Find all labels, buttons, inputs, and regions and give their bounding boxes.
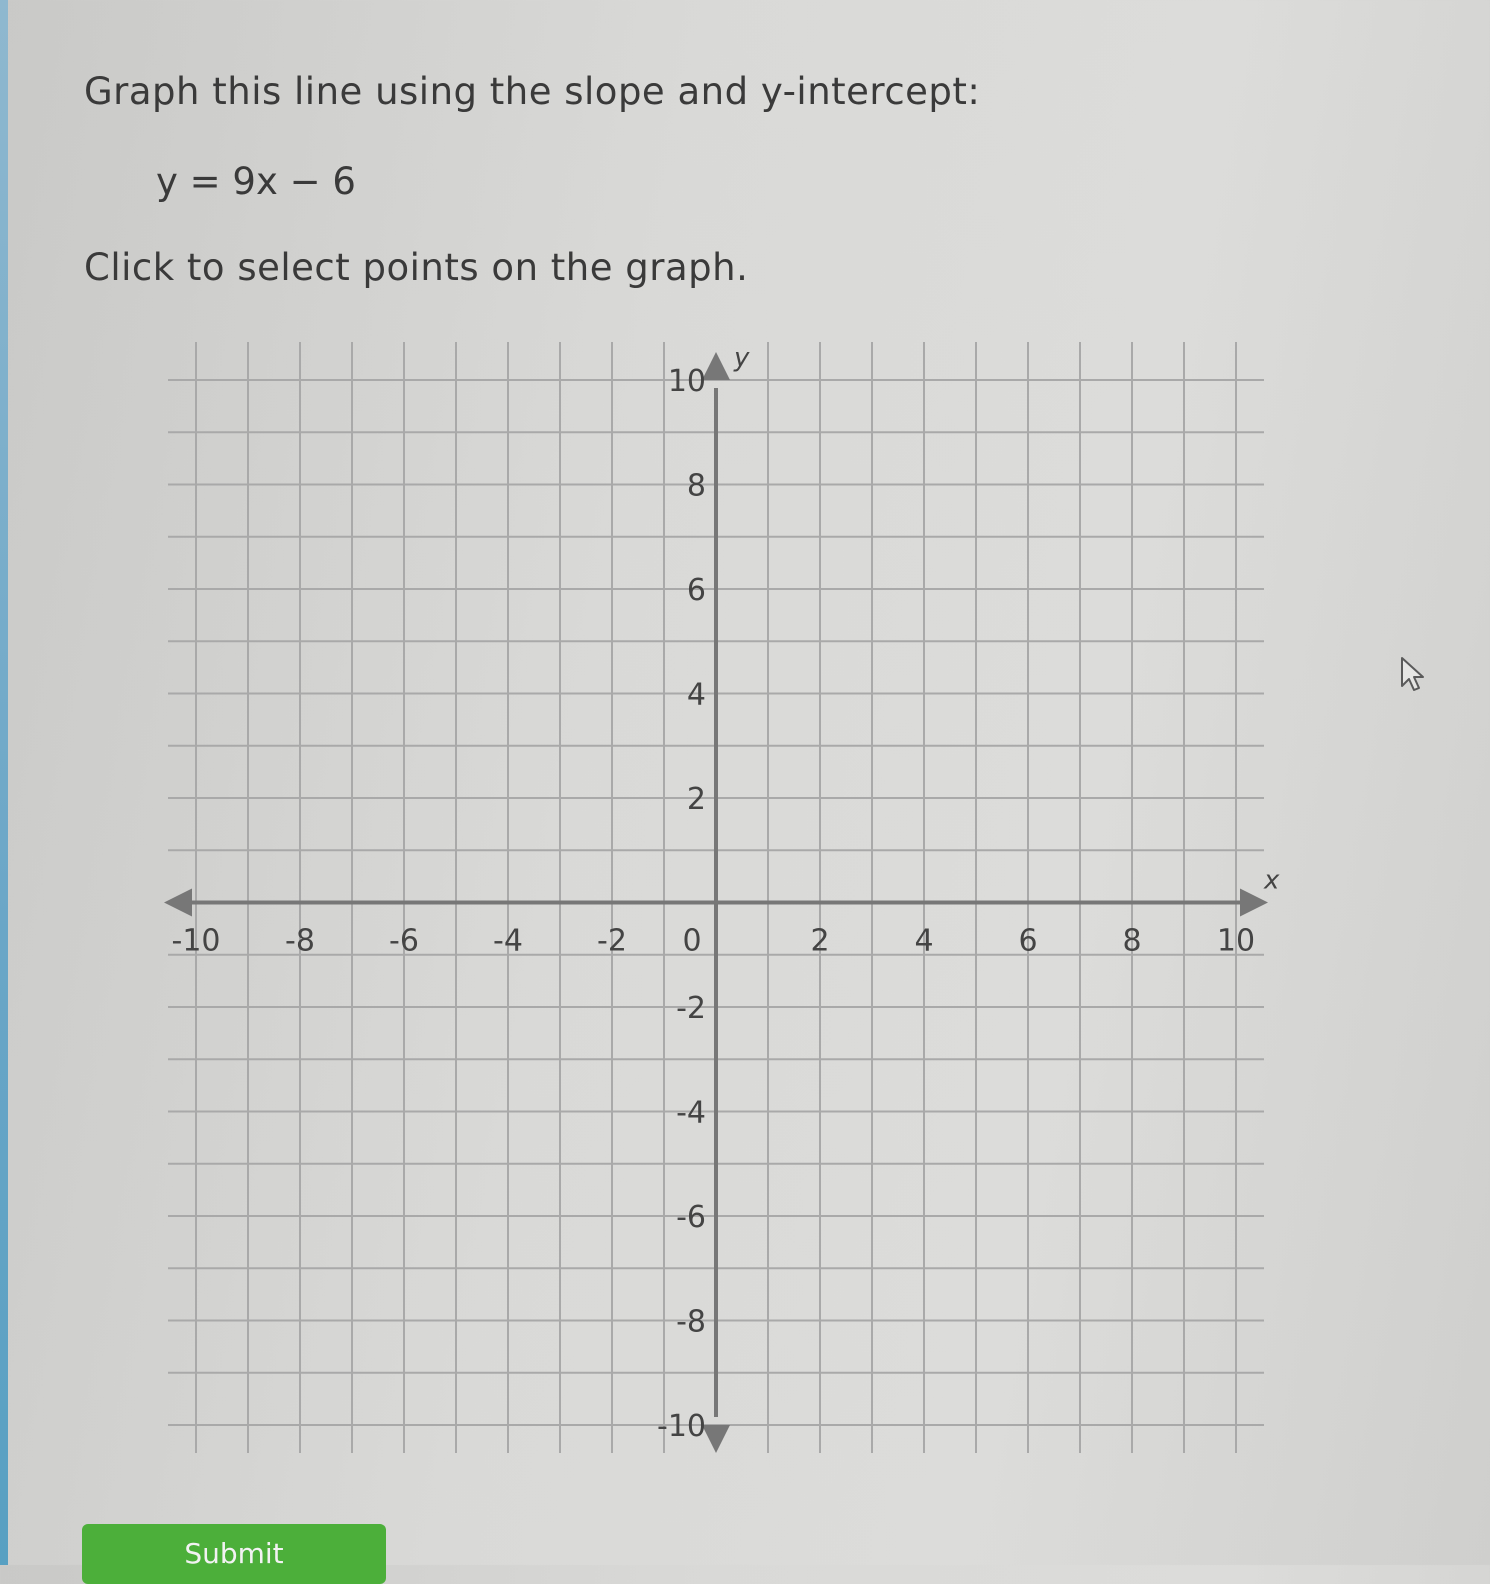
x-tick-label: -10 — [171, 923, 221, 959]
submit-label: Submit — [184, 1537, 284, 1570]
y-tick-label: -10 — [657, 1409, 706, 1444]
prompt-text: Graph this line using the slope and y-intercept: — [84, 70, 981, 113]
instruction-text: Click to select points on the graph. — [84, 246, 749, 289]
y-tick-label: 2 — [686, 782, 706, 817]
x-tick-label: -2 — [597, 923, 627, 959]
y-tick-label: -2 — [676, 991, 706, 1026]
y-tick-label: -8 — [676, 1304, 706, 1340]
y-axis-arrow-down-icon — [702, 1425, 730, 1453]
y-tick-label: 4 — [686, 677, 706, 713]
x-tick-label: 4 — [914, 923, 934, 959]
submit-button[interactable] — [82, 1524, 386, 1584]
x-tick-label: 10 — [1216, 923, 1256, 959]
y-tick-label: -6 — [676, 1200, 706, 1235]
equation-text: y = 9x − 6 — [156, 160, 356, 203]
pointer-arrow-icon — [1400, 656, 1426, 696]
x-tick-label: 8 — [1122, 923, 1142, 959]
x-tick-label: -4 — [493, 923, 523, 959]
x-tick-label: 0 — [682, 923, 702, 959]
x-tick-label: 2 — [810, 923, 830, 959]
x-axis-label: x — [1264, 865, 1280, 896]
y-axis-label: y — [734, 343, 750, 373]
x-axis-arrow-left-icon — [164, 889, 192, 917]
y-tick-label: 10 — [667, 364, 706, 399]
x-tick-label: 6 — [1018, 923, 1038, 959]
y-tick-label: 6 — [686, 573, 706, 608]
y-tick-label: 8 — [686, 468, 706, 504]
x-tick-label: -8 — [285, 923, 315, 959]
y-axis-arrow-up-icon — [702, 352, 730, 380]
y-tick-label: -4 — [676, 1095, 706, 1131]
x-tick-label: -6 — [389, 923, 419, 959]
